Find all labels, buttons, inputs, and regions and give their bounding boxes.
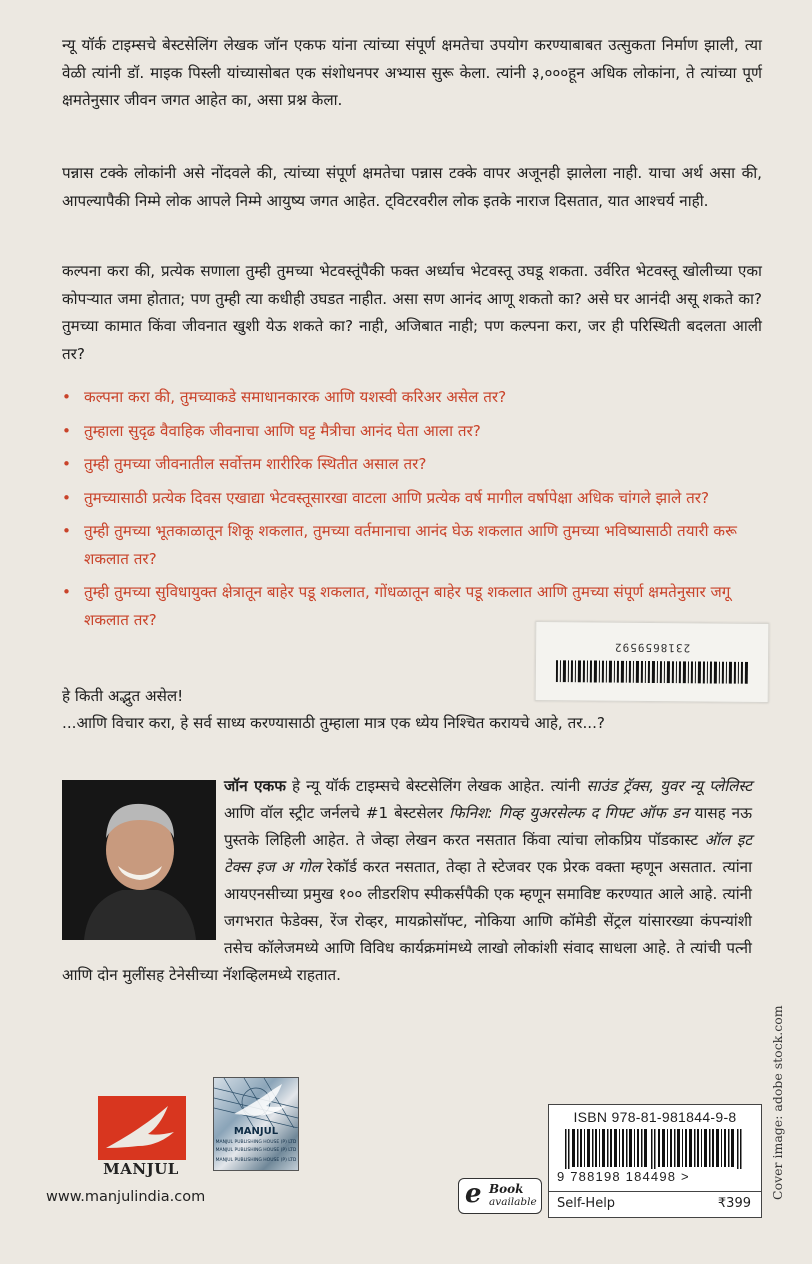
list-item: • तुम्ही तुमच्या जीवनातील सर्वोत्तम शारीरिक स्थितीत असाल तर?: [62, 451, 762, 479]
ebook-available-badge: [458, 1178, 542, 1214]
hologram-pattern-icon: [214, 1078, 298, 1128]
manjul-logo-text: MANJUL: [103, 1160, 179, 1178]
hologram-line: MANJUL PUBLISHING HOUSE (P) LTD: [215, 1158, 297, 1163]
book-title-2: फिनिश: गिव्ह युअरसेल्फ द गिफ्ट ऑफ डन: [449, 804, 689, 822]
cover-image-credit: Cover image: adobe stock.com: [770, 1005, 785, 1200]
book-title-1: साउंड ट्रॅक्स, युवर न्यू प्लेलिस्ट: [586, 777, 752, 795]
isbn-barcode-box: [548, 1104, 762, 1218]
ebook-letter: e: [465, 1179, 482, 1209]
podcast-title: ऑल इट टेक्स इज अ गोल: [224, 831, 752, 876]
manjul-bird-logo-icon: [98, 1096, 186, 1170]
closing-line-2: ...आणि विचार करा, हे सर्व साध्य करण्यासाठी तुम्हाला मात्र एक ध्येय निश्चित करायचे आहे, तर...?: [62, 714, 605, 732]
question-list: [62, 384, 762, 640]
isbn-label: ISBN 978-81-981844-9-8: [573, 1109, 737, 1125]
closing-lines: [62, 683, 782, 737]
isbn-footer: [549, 1191, 761, 1218]
author-name: जॉन एकफ: [224, 777, 286, 795]
closing-line-1: हे किती अद्भुत असेल!: [62, 687, 184, 705]
list-item: • तुम्ही तुमच्या सुविधायुक्त क्षेत्रातून बाहेर पडू शकलात, गोंधळातून बाहेर पडू शकलात आणि तुमच्या संपूर्ण क्षमतेनुसार जगू शकलात तर?: [62, 579, 762, 634]
ebook-word: Book: [489, 1182, 524, 1196]
intro-paragraph-2: पन्नास टक्के लोकांनी असे नोंदवले की, त्यांच्या संपूर्ण क्षमतेचा पन्नास टक्के वापर अजूनही झालेला नाही. याचा अर्थ असा की, आपल्यापैकी निम्मे लोक आपले निम्मे आयुष्य जगत आहेत. ट्विटरवरील लोक इतके नाराज दिसतात, यात आश्चर्य नाही.: [62, 164, 762, 210]
price-label: ₹399: [717, 1196, 751, 1211]
author-bio: जॉन एकफ हे न्यू यॉर्क टाइम्सचे बेस्टसेलिंग लेखक आहेत. त्यांनी साउंड ट्रॅक्स, युवर न्यू प्लेलिस्ट आणि वॉल स्ट्रीट जर्नलचे #1 बेस्टसेलर फिनिश: गिव्ह युअरसेल्फ द गिफ्ट ऑफ डन यासह नऊ पुस्तके लिहिली आहेत. ते जेव्हा लेखन करत नसतात किंवा त्यांचा लोकप्रिय पॉडकास्ट ऑल इट टेक्स इज अ गोल रेकॉर्ड करत नसतात, तेव्हा ते स्टेजवर एक प्रेरक वक्ता म्हणून असतात. त्यांना आयएनसीच्या प्रमुख १०० लीडरशिप स्पीकर्सपैकी एक म्हणून समाविष्ट करण्यात आले आहे. त्यांनी जगभरात फेडेक्स, रेंज रोव्हर, मायक्रोसॉफ्ट, नोकिया आणि कॉमेडी सेंट्रल यांसारख्या कंपन्यांशी तसेच कॉलेजमध्ये आणि विविध कार्यक्रमांमध्ये लाखो लोकांशी संवाद साधला आहे. ते त्यांची पत्नी आणि दोन मुलींसह टेनेसीच्या नॅशव्हिलमध्ये राहतात.: [62, 777, 753, 984]
sticker-barcode-icon: [556, 660, 748, 684]
isbn-digits: 9 788198 184498 >: [557, 1169, 690, 1184]
publisher-website: www.manjulindia.com: [46, 1189, 206, 1205]
genre-label: Self-Help: [557, 1196, 616, 1211]
ebook-sub: available: [489, 1196, 537, 1208]
publisher-hologram: [213, 1077, 299, 1171]
intro-paragraph-3: कल्पना करा की, प्रत्येक सणाला तुम्ही तुमच्या भेटवस्तूंपैकी फक्त अर्ध्याच भेटवस्तू उघडू शकता. उर्वरित भेटवस्तू खोलीच्या एका कोपऱ्यात जमा होतात; पण तुम्ही त्या कधीही उघडत नाहीत. असा सण आनंद आणू शकतो का? असे घर आनंदी असू शकते का? तुमच्या कामात किंवा जीवनात खुशी येऊ शकते का? नाही, अजिबात नाही; पण कल्पना करा, जर ही परिस्थिती बदलता आली तर?: [62, 262, 762, 363]
intro-paragraph-1: न्यू यॉर्क टाइम्सचे बेस्टसेलिंग लेखक जॉन एकफ यांना त्यांच्या संपूर्ण क्षमतेचा उपयोग करण्याबाबत उत्सुकता निर्माण झाली, त्या वेळी त्यांनी डॉ. माइक पिस्ली यांच्यासोबत एक संशोधनपर अभ्यास सुरू केला. त्यांनी ३,०००हून अधिक लोकांना, ते त्यांच्या पूर्ण क्षमतेनुसार जीवन जगत आहेत का, असा प्रश्न केला.: [62, 36, 762, 109]
hologram-line: MANJUL PUBLISHING HOUSE (P) LTD: [215, 1148, 297, 1153]
sticker-number: 2318659592: [613, 640, 691, 655]
list-item: • तुमच्यासाठी प्रत्येक दिवस एखाद्या भेटवस्तूसारखा वाटला आणि प्रत्येक वर्ष मागील वर्षापेक्षा अधिक चांगले झाले तर?: [62, 485, 762, 513]
list-item: • तुम्ही तुमच्या भूतकाळातून शिकू शकलात, तुमच्या वर्तमानाचा आनंद घेऊ शकलात आणि तुमच्या भविष्यासाठी तयारी करू शकलात तर?: [62, 518, 762, 573]
hologram-line: MANJUL PUBLISHING HOUSE (P) LTD: [215, 1140, 297, 1145]
list-item: • कल्पना करा की, तुमच्याकडे समाधानकारक आणि यशस्वी करिअर असेल तर?: [62, 384, 762, 412]
list-item: • तुम्हाला सुदृढ वैवाहिक जीवनाचा आणि घट्ट मैत्रीचा आनंद घेता आला तर?: [62, 418, 762, 446]
hologram-title: MANJUL: [233, 1126, 279, 1137]
isbn-barcode-icon: [565, 1129, 745, 1169]
